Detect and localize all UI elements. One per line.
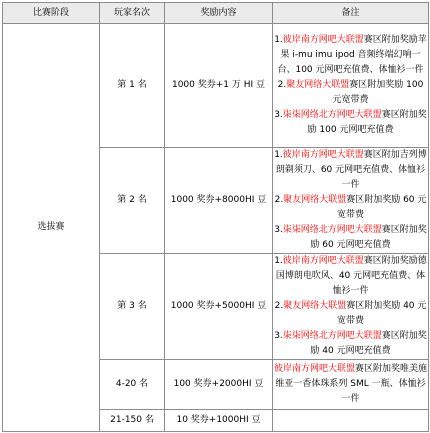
reward-cell: 1000 奖券+8000HI 豆 [165,148,273,254]
note-text: 赛区附加奖励 100 元网吧充值费 [307,110,427,135]
note-item [273,329,428,359]
header-reward: 奖励内容 [165,3,273,24]
rewards-table-container [2,2,429,432]
note-text: 赛区附加奖励 60 元宽带费 [336,195,427,220]
note-highlight: 聚友网络大联盟 [286,80,350,90]
note-highlight: 柒柒网络北方网吧大联盟 [282,331,382,341]
note-item [273,362,428,407]
note-item [273,78,428,108]
note-number: 2. [274,301,284,311]
note-text: 赛区附加奖励德国博朗电吹风、40 元网吧充值费、体恤衫一件 [275,256,427,296]
note-number: 1. [274,35,283,45]
note-text: 赛区附加吉列博朗剃须刀、60 元网吧充值费、体恤衫一件 [275,150,427,190]
note-number: 1. [274,150,283,160]
table-row [3,24,429,148]
note-item [273,193,428,223]
rank-cell: 第 3 名 [100,254,165,360]
reward-cell: 100 奖券+2000HI 豆 [165,360,273,410]
stage-cell: 选拔赛 [3,24,100,432]
header-rank: 玩家名次 [100,3,165,24]
note-text: 赛区附加奖励 60 元网吧充值费 [310,225,427,250]
note-item [273,33,428,78]
notes-cell [273,254,429,360]
note-highlight: 聚友网络大联盟 [283,301,347,311]
rank-cell: 21-150 名 [100,410,165,432]
note-highlight: 彼岸南方网吧大联盟 [282,150,364,160]
note-highlight: 聚友网络大联盟 [283,195,347,205]
note-highlight: 彼岸南方网吧大联盟 [273,364,355,374]
note-text: 赛区附加奖励 40 元宽带费 [336,301,427,326]
rank-cell: 4-20 名 [100,360,165,410]
note-text: 赛区附加奖唯美施维亚一香体珠系列 SML 一瓶、体恤衫一件 [275,364,428,404]
note-number: 1. [274,256,283,266]
note-number: 3. [274,331,283,341]
reward-cell: 10 奖券+1000HI 豆 [165,410,273,432]
note-item [273,299,428,329]
note-highlight: 柒柒网络北方网吧大联盟 [282,110,382,120]
reward-cell: 1000 奖券+1 万 HI 豆 [165,24,273,148]
note-number: 3. [274,110,283,120]
header-stage: 比赛阶段 [3,3,100,24]
note-text: 赛区附加奖励 40 元网吧充值费 [310,331,427,356]
notes-cell [273,410,429,432]
note-text: 赛区附加奖励 100 元宽带费 [332,80,424,105]
notes-cell [273,360,429,410]
rank-cell: 第 1 名 [100,24,165,148]
notes-cell [273,24,429,148]
note-item [273,148,428,193]
note-number: 2. [274,195,284,205]
note-number: 3. [274,225,283,235]
note-highlight: 彼岸南方网吧大联盟 [282,256,364,266]
reward-cell: 1000 奖券+5000HI 豆 [165,254,273,360]
note-item [273,108,428,138]
rank-cell: 第 2 名 [100,148,165,254]
header-row [3,3,429,24]
note-highlight: 柒柒网络北方网吧大联盟 [282,225,382,235]
note-text: 赛区附加奖励苹果 i-mu imu ipod 音频终端幻响一台、100 元网吧充值费、体恤衫一件 [277,35,427,75]
note-highlight: 彼岸南方网吧大联盟 [282,35,364,45]
note-item [273,223,428,253]
header-notes: 备注 [273,3,429,24]
note-number: 2. [277,80,287,90]
note-item [273,254,428,299]
notes-cell [273,148,429,254]
rewards-table [2,2,429,432]
